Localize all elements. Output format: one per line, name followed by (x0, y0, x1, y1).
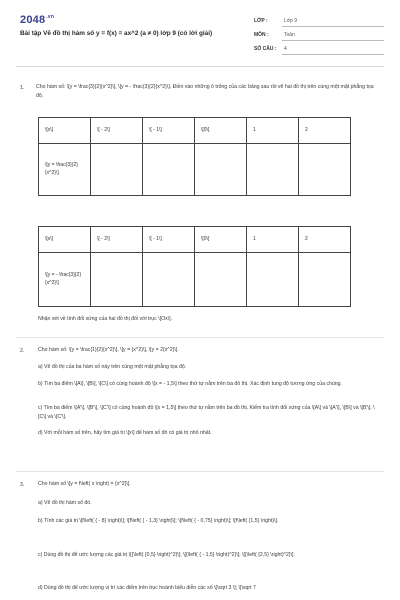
meta-row-subject (254, 30, 384, 44)
question-number: 3. (20, 482, 25, 488)
table-cell-empty[interactable] (91, 144, 143, 196)
table-cell: \[ - 2\] (91, 227, 143, 253)
question-text: Cho hàm số: \[y = \frac{3}{2}{x^2}\], \[y = - \frac{3}{2}{x^2}\]. Điền vào những ô trống của các bảng sau rồi vẽ hai đồ thị trên cùng một mặt phẳng tọa độ. (36, 84, 374, 99)
table-cell: \[ - 1\] (143, 118, 195, 144)
section-divider (16, 337, 384, 338)
value-table-1 (38, 117, 351, 196)
question-part-d: d) Với mỗi hàm số trên, hãy tìm giá trị \[x\] để hàm số đó có giá trị nhỏ nhất. (38, 430, 212, 436)
question-part-c: c) Dùng đồ thị để ước lượng các giá trị \[{\left( {0,5} \right)^2}\]; \[{\left( { - 1,5} \right)^2}\]; \[{\left( {2,5} \right)^2}\]. (38, 552, 295, 558)
table-cell: \[ - 1\] (143, 227, 195, 253)
question-number: 2. (20, 348, 25, 354)
meta-label: SỐ CÂU : (254, 46, 277, 52)
question-number: 1. (20, 85, 25, 91)
table-row (39, 253, 351, 307)
meta-label: MÔN : (254, 32, 269, 38)
section-divider (16, 471, 384, 472)
table-cell-label: \[y = \frac{3}{2}{x^2}\] (39, 144, 91, 196)
table-cell-empty[interactable] (195, 253, 247, 307)
question-text: Cho hàm số: \[y = \frac{1}{2}{x^2}\], \[y = {x^2}\], \[y = 2{x^2}\]. (38, 347, 179, 353)
table-cell: 1 (247, 227, 299, 253)
table-row (39, 144, 351, 196)
table-cell-empty[interactable] (195, 144, 247, 196)
table-cell: \[0\] (195, 118, 247, 144)
table-cell-empty[interactable] (143, 253, 195, 307)
table-cell: \[x\] (39, 227, 91, 253)
table-cell-empty[interactable] (143, 144, 195, 196)
meta-value: Toán (284, 32, 295, 38)
table-cell: \[ - 2\] (91, 118, 143, 144)
question-part-a: a) Vẽ đồ thị hàm số đó. (38, 500, 92, 506)
logo-suffix: .vn (46, 14, 55, 20)
logo-text: 2048 (20, 14, 46, 26)
table-cell: 2 (299, 227, 351, 253)
question-part-a: a) Vẽ đồ thị của ba hàm số này trên cùng một mặt phẳng tọa độ. (38, 364, 187, 370)
question-text: Cho hàm số \[y = f\left( x \right) = {x^2}\]. (38, 481, 131, 487)
question-part-d: d) Dùng đồ thị để ước lượng vị trí các điểm trên trục hoành biểu diễn các số \[\sqrt 3 \]; \[\sqrt 7 (38, 585, 256, 591)
table-cell-empty[interactable] (91, 253, 143, 307)
header-divider (16, 66, 384, 67)
table-cell-empty[interactable] (299, 253, 351, 307)
table-cell: 1 (247, 118, 299, 144)
table-header-row (39, 227, 351, 253)
table-cell: 2 (299, 118, 351, 144)
question-remark: Nhận xét về tính đối xứng của hai đồ thị đối với trục \[Ox\]. (38, 316, 173, 322)
table-cell-empty[interactable] (299, 144, 351, 196)
question-part-b: b) Tính các giá trị \[f\left( { - 8} \right)\]; \[f\left( { - 1,3} \right)\]; \[f\left( { - 0,75} \right)\]; \[f\left( {1,5} \right)\]. (38, 518, 279, 524)
site-logo[interactable] (20, 14, 54, 26)
meta-label: LỚP : (254, 18, 268, 24)
question-part-c: c) Tìm ba điểm \[A'\], \[B'\], \[C'\] có cùng hoành độ \[x = 1,5\] theo thứ tự nằm trên ba đồ thị. Kiểm tra tính đối xứng của \[A\] và \[A'\], \[B\] và \[B'\], \[C\] và \[C'\]. (38, 405, 375, 420)
table-cell: \[0\] (195, 227, 247, 253)
document-header (0, 0, 400, 66)
table-cell-empty[interactable] (247, 253, 299, 307)
table-cell: \[x\] (39, 118, 91, 144)
meta-value: 4 (284, 46, 287, 52)
document-meta (254, 16, 384, 58)
document-title: Bài tập Vẽ đồ thị hàm số y = f(x) = ax^2 (a ≠ 0) lớp 9 (có lời giải) (20, 30, 213, 37)
meta-value: Lớp 9 (284, 18, 298, 24)
table-cell-empty[interactable] (247, 144, 299, 196)
meta-row-question-count (254, 44, 384, 58)
value-table-2 (38, 226, 351, 307)
table-cell-label: \[y = - \frac{3}{2}{x^2}\] (39, 253, 91, 307)
question-part-b: b) Tìm ba điểm \[A\], \[B\], \[C\] có cùng hoành độ \[x = - 1,5\] theo thứ tự nằm trên ba đồ thị. Xác định tung độ tương ứng của chúng. (38, 381, 342, 387)
table-header-row (39, 118, 351, 144)
meta-row-class (254, 16, 384, 30)
